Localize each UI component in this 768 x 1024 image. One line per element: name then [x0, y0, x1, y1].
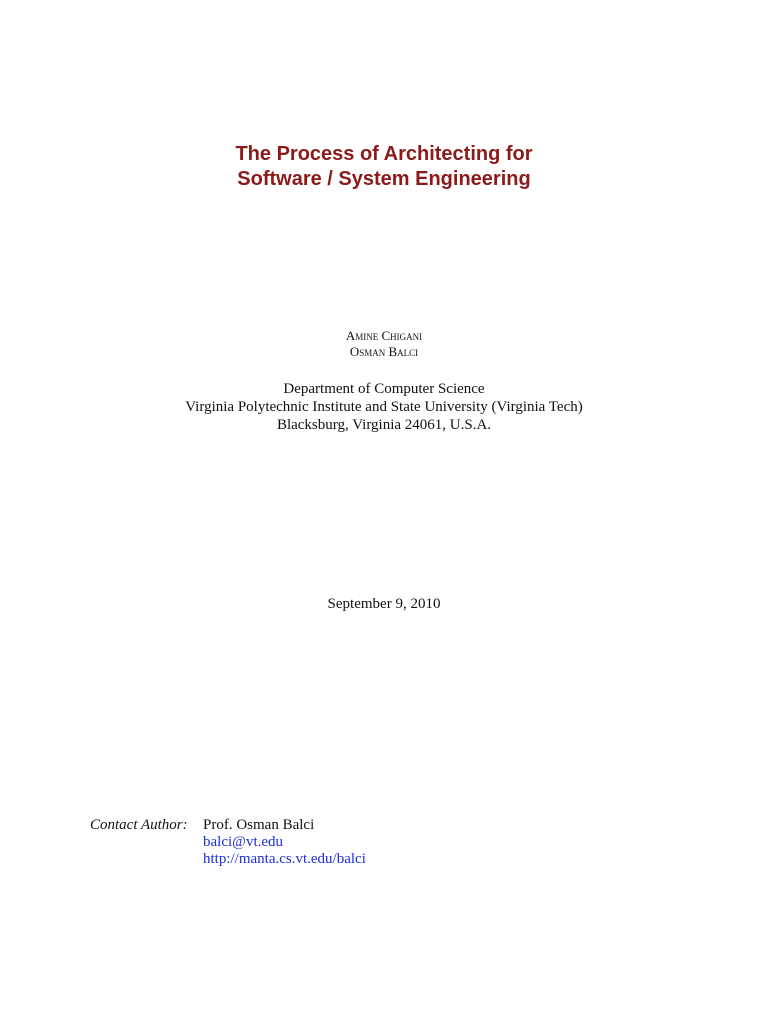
contact-name: Prof. Osman Balci — [203, 817, 315, 833]
contact-label: Contact Author: — [90, 817, 188, 833]
institution: Virginia Polytechnic Institute and State University (Virginia Tech) — [185, 399, 583, 415]
department: Department of Computer Science — [283, 381, 485, 397]
contact-email-link[interactable]: balci@vt.edu — [203, 834, 284, 850]
title-line-1: The Process of Architecting for — [235, 143, 533, 165]
author-name: Amine Chigani — [345, 328, 423, 343]
paper-title — [0, 142, 768, 192]
address: Blacksburg, Virginia 24061, U.S.A. — [276, 417, 492, 433]
affiliation — [0, 380, 768, 434]
publication-date: September 9, 2010 — [327, 596, 441, 612]
contact-url-link[interactable]: http://manta.cs.vt.edu/balci — [203, 851, 366, 867]
contact-info — [203, 817, 366, 868]
author-list — [0, 328, 768, 360]
title-line-2: Software / System Engineering — [237, 168, 531, 190]
author-name: Osman Balci — [349, 344, 419, 359]
